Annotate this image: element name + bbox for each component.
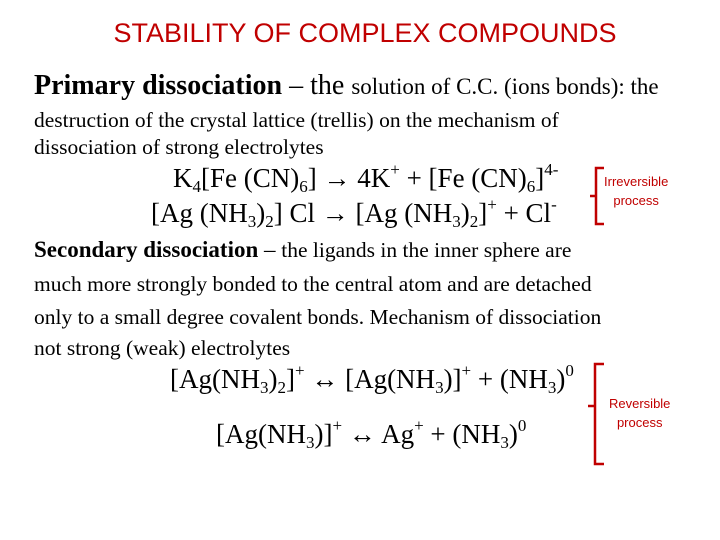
eq1-plus: + [Fe (CN) xyxy=(399,163,527,193)
eq2-nh2-sub: 3 xyxy=(452,212,461,231)
eq1-fe-close: ] xyxy=(307,163,317,193)
reversible-note-line-1: Reversible xyxy=(609,396,671,411)
eq3-b-sub: 2 xyxy=(277,378,286,397)
eq2-ag-mid: ) xyxy=(256,198,266,228)
eq2-cl: + Cl xyxy=(496,198,552,228)
primary-line-3: dissociation of strong electrolytes xyxy=(34,135,324,159)
eq1-fe2-sup: 4- xyxy=(544,160,559,179)
equation-4 xyxy=(216,416,527,452)
irreversible-note-line-1: Irreversible xyxy=(604,174,669,189)
eq1-fe2-sub: 6 xyxy=(526,177,536,196)
eq2-ag2-sup: + xyxy=(487,195,497,214)
eq2-ag-close: ] Cl → [Ag (NH xyxy=(273,198,453,228)
eq4-e-sup: 0 xyxy=(517,416,527,435)
eq2-ag2-sub: 2 xyxy=(469,212,479,231)
secondary-line-4: not strong (weak) electrolytes xyxy=(34,336,291,360)
eq2-ag-open: [Ag (NH xyxy=(151,198,248,228)
eq3-f: + (NH xyxy=(471,364,548,394)
eq4-b: )] xyxy=(314,419,333,449)
equation-1 xyxy=(173,160,559,196)
secondary-lead: the ligands in the inner sphere are xyxy=(281,238,572,262)
secondary-line-2: much more strongly bonded to the central atom and are detached xyxy=(34,272,592,296)
eq3-g: ) xyxy=(556,364,566,394)
eq1-arrow: → 4K xyxy=(316,163,391,193)
primary-lead-large: the xyxy=(310,70,352,101)
irreversible-note xyxy=(604,174,668,208)
primary-heading: Primary dissociation xyxy=(34,70,283,101)
eq3-e: )] xyxy=(443,364,462,394)
eq3-e-sup: + xyxy=(461,361,472,380)
reversible-note xyxy=(609,396,670,430)
eq1-K-sub: 4 xyxy=(192,177,201,196)
eq2-ag2-close: ] xyxy=(478,198,488,228)
eq2-cl-sup: - xyxy=(551,195,557,214)
eq3-a-sub: 3 xyxy=(259,378,269,397)
eq4-c-sup: + xyxy=(414,416,424,435)
eq3-d-sub: 3 xyxy=(435,378,444,397)
eq3-b: ) xyxy=(268,364,278,394)
eq1-K: K xyxy=(173,163,193,193)
equation-3 xyxy=(170,361,574,397)
reversible-note-line-2: process xyxy=(616,415,663,430)
eq3-a: [Ag(NH xyxy=(170,364,260,394)
eq2-ag2-mid: ) xyxy=(460,198,470,228)
eq4-a-sub: 3 xyxy=(305,433,315,452)
eq4-b-sup: + xyxy=(332,416,343,435)
irreversible-note-line-2: process xyxy=(613,193,659,208)
eq3-c-sup: + xyxy=(294,361,305,380)
eq4-d-sub: 3 xyxy=(500,433,509,452)
primary-lead-small: solution of C.C. (ions bonds): the xyxy=(351,74,659,99)
secondary-heading: Secondary dissociation xyxy=(34,237,259,262)
eq2-nh-sub: 3 xyxy=(247,212,257,231)
eq2-ag-sub2: 2 xyxy=(265,212,274,231)
primary-dash: – xyxy=(282,70,311,101)
reversible-bracket xyxy=(588,362,606,468)
eq4-arrow: ↔ Ag xyxy=(342,419,415,449)
slide-title: STABILITY OF COMPLEX COMPOUNDS xyxy=(113,18,617,48)
primary-heading-line xyxy=(34,70,659,102)
secondary-heading-line xyxy=(34,237,571,264)
eq4-a: [Ag(NH xyxy=(216,419,306,449)
eq1-fe-sub: 6 xyxy=(299,177,308,196)
secondary-dash: – xyxy=(258,237,282,262)
eq3-f-sub: 3 xyxy=(547,378,557,397)
eq3-arrow: ↔ [Ag(NH xyxy=(304,364,436,394)
eq1-fe-open: [Fe (CN) xyxy=(201,163,300,193)
secondary-line-3: only to a small degree covalent bonds. Mechanism of dissociation xyxy=(34,305,602,329)
eq1-k-sup: + xyxy=(390,160,400,179)
eq1-fe2-close: ] xyxy=(535,163,545,193)
eq4-d: + (NH xyxy=(423,419,501,449)
eq4-e: ) xyxy=(508,419,518,449)
equation-2 xyxy=(151,195,557,231)
eq3-c: ] xyxy=(285,364,295,394)
primary-line-2: destruction of the crystal lattice (trellis) on the mechanism of xyxy=(34,108,559,132)
eq3-g-sup: 0 xyxy=(565,361,574,380)
